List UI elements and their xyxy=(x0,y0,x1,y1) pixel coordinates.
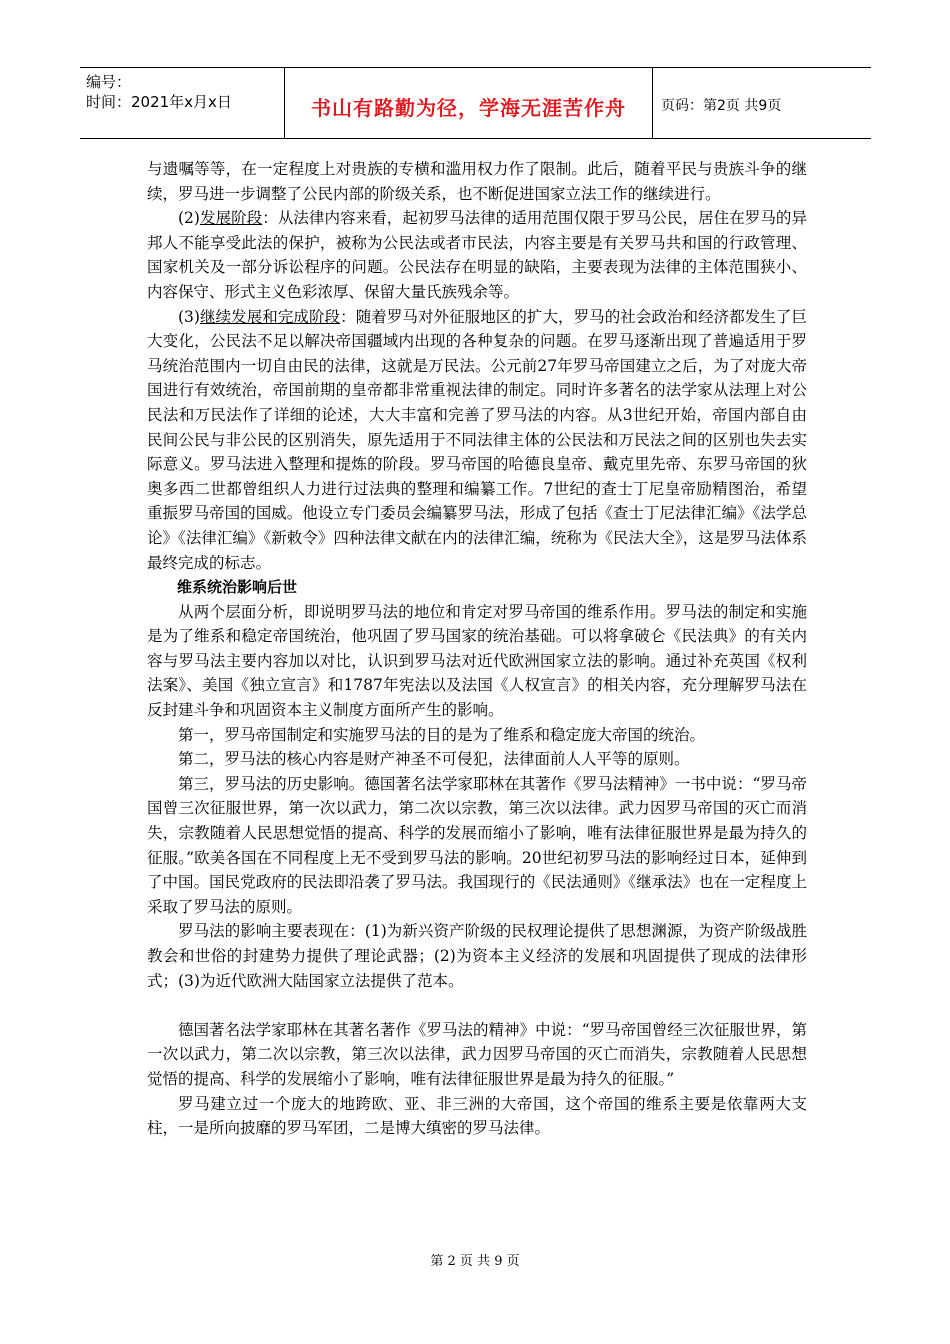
spacer xyxy=(147,993,807,1018)
paragraph: 罗马建立过一个庞大的地跨欧、亚、非三洲的大帝国，这个帝国的维系主要是依靠两大支柱，一是所向披靡的罗马军团，二是博大缜密的罗马法律。 xyxy=(147,1094,807,1138)
paragraph: 德国著名法学家耶林在其著名著作《罗马法的精神》中说：“罗马帝国曾经三次征服世界，第一次以武力，第二次以宗教，第三次以法律，武力因罗马帝国的灭亡而消失，宗教随着人民思想觉悟的提高、科学的发展缩小了影响，唯有法律征服世界是最为持久的征服。” xyxy=(147,1020,807,1088)
paragraph-text: ：随着罗马对外征服地区的扩大，罗马的社会政治和经济都发生了巨大变化，公民法不足以解决帝国疆域内出现的各种复杂的问题。在罗马逐渐出现了普遍适用于罗马统治范围内一切自由民的法律，这就是万民法。公元前27年罗马帝国建立之后，为了对庞大帝国进行有效统治，帝国前期的皇帝都非常重视法律的制定。同时许多著名的法学家从法理上对公民法和万民法作了详细的论述，大大丰富和完善了罗马法的内容。从3世纪开始，帝国内部自由民间公民与非公民的区别消失，原先适用于不同法律主体的公民法和万民法之间的区别也失去实际意义。罗马法进入整理和提炼的阶段。罗马帝国的哈德良皇帝、戴克里先帝、东罗马帝国的狄奥多西二世都曾组织人力进行过法典的整理和编纂工作。7世纪的查士丁尼皇帝励精图治，希望重振罗马帝国的国威。他设立专门委员会编纂罗马法，形成了包括《查士丁尼法律汇编》《法学总论》《法律汇编》《新敕令》四种法律文献在内的法律汇编，统称为《民法大全》，这是罗马法体系最终完成的标志。 xyxy=(147,307,807,572)
document-body xyxy=(147,157,807,1141)
paragraph: 罗马法的影响主要表现在：(1)为新兴资产阶级的民权理论提供了思想渊源，为资产阶级战胜教会和世俗的封建势力提供了理论武器；(2)为资本主义经济的发展和巩固提供了现成的法律形式；(3)为近代欧洲大陆国家立法提供了范本。 xyxy=(147,922,807,990)
item-number: (3) xyxy=(178,307,200,326)
time-label: 时间：2021年x月x日 xyxy=(86,93,232,111)
section-heading: 维系统治影响后世 xyxy=(177,578,298,597)
paragraph-text: ：从法律内容来看，起初罗马法律的适用范围仅限于罗马公民，居住在罗马的异邦人不能享受此法的保护，被称为公民法或者市民法，内容主要是有关罗马共和国的行政管理、国家机关及一部分诉讼程序的问题。公民法存在明显的缺陷，主要表现为法律的主体范围狭小、内容保守、形式主义色彩浓厚、保留大量氏族残余等。 xyxy=(147,209,807,301)
motto: 书山有路勤为径，学海无涯苦作舟 xyxy=(311,95,626,120)
header-page-cell xyxy=(653,68,871,138)
header-motto-cell xyxy=(285,68,653,138)
number-label: 编号： xyxy=(86,73,132,91)
paragraph: 第一，罗马帝国制定和实施罗马法的目的是为了维系和稳定庞大帝国的统治。 xyxy=(178,725,706,744)
paragraph: 第三，罗马法的历史影响。德国著名法学家耶林在其著作《罗马法精神》一书中说：“罗马帝国曾三次征服世界，第一次以武力，第二次以宗教，第三次以法律。武力因罗马帝国的灭亡而消失，宗教随着人民思想觉悟的提高、科学的发展而缩小了影响，唯有法律征服世界是最为持久的征服。”欧美各国在不同程度上无不受到罗马法的影响。20世纪初罗马法的影响经过日本，延伸到了中国。国民党政府的民法即沿袭了罗马法。我国现行的《民法通则》《继承法》也在一定程度上采取了罗马法的原则。 xyxy=(147,774,807,916)
paragraph xyxy=(147,206,807,304)
stage-title: 继续发展和完成阶段 xyxy=(199,307,341,326)
paragraph: 从两个层面分析，即说明罗马法的地位和肯定对罗马帝国的维系作用。罗马法的制定和实施是为了维系和稳定帝国统治，他巩固了罗马国家的统治基础。可以将拿破仑《民法典》的有关内容与罗马法主要内容加以对比，认识到罗马法对近代欧洲国家立法的影响。通过补充英国《权利法案》、美国《独立宣言》和1787年宪法以及法国《人权宣言》的相关内容，充分理解罗马法在反封建斗争和巩固资本主义制度方面所产生的影响。 xyxy=(147,602,807,720)
header-meta xyxy=(80,68,285,138)
paragraph: 第二，罗马法的核心内容是财产神圣不可侵犯，法律面前人人平等的原则。 xyxy=(178,750,690,769)
paragraph xyxy=(147,305,807,576)
item-number: (2) xyxy=(178,209,200,228)
page-header xyxy=(80,67,871,139)
page-label: 页码：第2页 共9页 xyxy=(661,98,782,114)
stage-title: 发展阶段 xyxy=(199,209,263,228)
page-footer: 第 2 页 共 9 页 xyxy=(430,1254,520,1269)
paragraph: 与遗嘱等等，在一定程度上对贵族的专横和滥用权力作了限制。此后，随着平民与贵族斗争的继续，罗马进一步调整了公民内部的阶级关系，也不断促进国家立法工作的继续进行。 xyxy=(147,160,807,203)
